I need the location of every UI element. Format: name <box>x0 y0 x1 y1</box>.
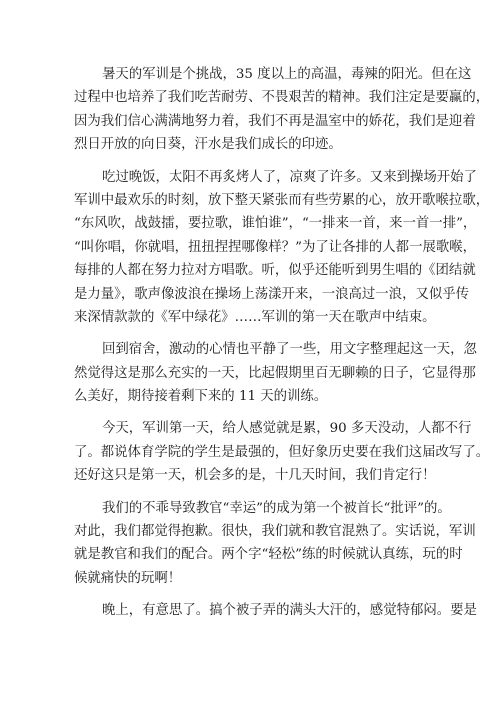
text-line: 因为我们信心满满地努力着，我们不再是温室中的娇花，我们是迎着 <box>74 113 476 129</box>
text-line: “东风吹，战鼓擂，要拉歌，谁怕谁”，“一排来一首，来一首一排”， <box>74 216 477 232</box>
text-line: 军训中最欢乐的时刻，放下整天紧张而有些劳累的心，放开歌喉拉歌， <box>74 192 490 208</box>
text-line: 了。都说体育学院的学生是最强的，但好象历史要在我们这届改写了。 <box>74 444 490 460</box>
paragraph-2 <box>74 166 490 330</box>
text-line: “叫你唱，你就唱，扭扭捏捏哪像样？”为了让各排的人都一展歌喉， <box>74 239 477 255</box>
paragraph-6 <box>74 599 477 622</box>
text-line: 还好这只是第一天，机会多的是，十几天时间，我们肯定行！ <box>74 468 436 484</box>
text-line: 是力量》，歌声像波浪在操场上荡漾开来，一浪高过一浪，又似乎传 <box>74 286 470 302</box>
text-line: 么美好，期待接着剩下来的 11 天的训练。 <box>74 389 328 405</box>
paragraph-4 <box>74 417 490 487</box>
text-line: 吃过晚饭，太阳不再炙烤人了，凉爽了许多。又来到操场开始了 <box>102 169 477 185</box>
text-line: 然觉得这是那么充实的一天，比起假期里百无聊赖的日子，它显得那 <box>74 365 476 381</box>
text-line: 过程中也培养了我们吃苦耐劳、不畏艰苦的精神。我们注定是要赢的， <box>74 90 490 106</box>
text-line: 暑天的军训是个挑战，35 度以上的高温，毒辣的阳光。但在这 <box>102 67 472 82</box>
text-line: 来深情款款的《军中绿花》……军训的第一天在歌声中结束。 <box>74 309 436 325</box>
text-line: 今天，军训第一天，给人感觉就是累，90 多天没动，人都不行 <box>102 421 472 437</box>
text-line: 我们的不乖导致教官“幸运”的成为第一个被首长“批评”的。 <box>102 500 451 516</box>
text-line: 候就痛快的玩啊！ <box>74 570 182 586</box>
paragraph-5 <box>74 497 476 591</box>
text-line: 烈日开放的向日葵，汗水是我们成长的印迹。 <box>74 137 342 153</box>
text-line: 晚上，有意思了。搞个被子弄的满头大汗的，感觉特郁闷。要是 <box>102 603 477 619</box>
text-line: 就是教官和我们的配合。两个字“轻松”练的时候就认真练，玩的时 <box>74 547 463 563</box>
text-line: 回到宿舍，激动的心情也平静了一些，用文字整理起这一天，忽 <box>102 342 477 358</box>
paragraph-1 <box>74 63 490 157</box>
text-line: 每排的人都在努力拉对方唱歌。听，似乎还能听到男生唱的《团结就 <box>74 263 476 279</box>
paragraph-3 <box>74 338 477 408</box>
document-page <box>74 63 490 632</box>
text-line: 对此，我们都觉得抱歉。很快，我们就和教官混熟了。实话说，军训 <box>74 524 476 540</box>
